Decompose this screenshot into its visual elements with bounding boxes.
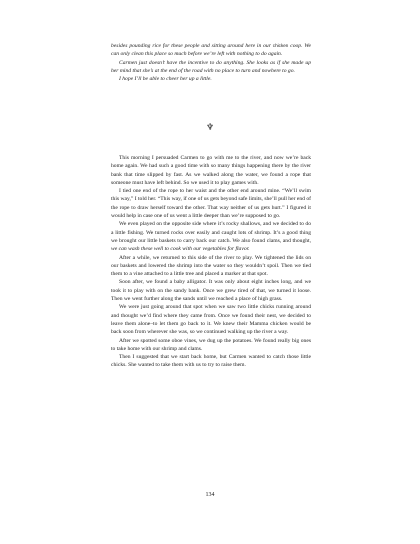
body-paragraph-1: This morning I persuaded Carmen to go with me to the river, and now we’re back home again. We had such a good time with so many things happening there by the river bank that time slipped by fast. As we walked along the water, we found a rope that someone must have left behind. So we used it to play games with.: [111, 155, 311, 186]
body-paragraph-6: We were just going around that spot when we saw two little chicks running around and thought we’d find where they came from. Once we found their nest, we decided to leave them alone–to let them go back to it. We knew their Mamma chicken would be back soon from wherever she was, so we continued walking up the river a way.: [111, 304, 311, 336]
page-number: 134: [205, 492, 215, 498]
intro-paragraph-1: [111, 42, 311, 59]
intro-paragraph-1-start: besides pounding rice for these people and sitting around here in our: [111, 43, 271, 49]
body-paragraph-3-italic: we can wash these well to cook with our vegetables for flavor.: [111, 246, 250, 253]
body-paragraph-5: Soon after, we found a baby alligator. It was only about eight inches long, and we took it to play with on the sandy bank. Once we grew tired of that, we turned it loose. Then we went further along the sands until we reached a place of high grass.: [111, 279, 311, 303]
intro-paragraph-1-end: coop. We can only clean this place so much before we’re left with nothing to do again.: [111, 43, 311, 58]
body-section: [111, 154, 311, 370]
body-paragraph-2: I tied one end of the rope to her waist and the other end around mine. “We’ll swim this way,” I told her. “This way, if one of us gets beyond safe limits, she’ll pull her end of the rope to draw herself toward the other. That way neither of us gets hurt.” I figured it would help in case one of us went a little deeper than we’re supposed to go.: [111, 188, 311, 220]
body-paragraph-3: [111, 220, 311, 253]
body-paragraph-3-start: We even played on the opposite side where it’s rocky shallows, and we decided to do a little fishing. We turned rocks over easily and caught lots of shrimp. It’s a good thing we brought our little baskets to carry back our catch. We also found clams, and thought,: [111, 221, 311, 244]
intro-paragraph-2: Carmen just doesn’t have the incentive to do anything. She looks as if she made up her mind that she’s at the end of the road with no place to turn and nowhere to go.: [111, 59, 311, 74]
intro-section: [111, 42, 311, 83]
section-ornament-icon: ♆: [205, 123, 215, 133]
body-paragraph-8: Then I suggested that we start back home, but Carmen wanted to catch those little chicks. She wanted to take them with us to try to raise them.: [111, 354, 311, 369]
body-paragraph-4: After a while, we returned to this side of the river to play. We tightened the lids on our baskets and lowered the shrimp into the water so they wouldn’t spoil. Then we tied them to a vine attached to a little tree and placed a marker at that spot.: [111, 254, 311, 278]
intro-paragraph-3: I hope I’ll be able to cheer her up a little.: [119, 76, 212, 83]
body-paragraph-7: After we spotted some oboe vines, we dug up the potatoes. We found really big ones to take home with our shrimp and clams.: [111, 337, 311, 352]
small-caps-word: chicken: [272, 43, 289, 48]
